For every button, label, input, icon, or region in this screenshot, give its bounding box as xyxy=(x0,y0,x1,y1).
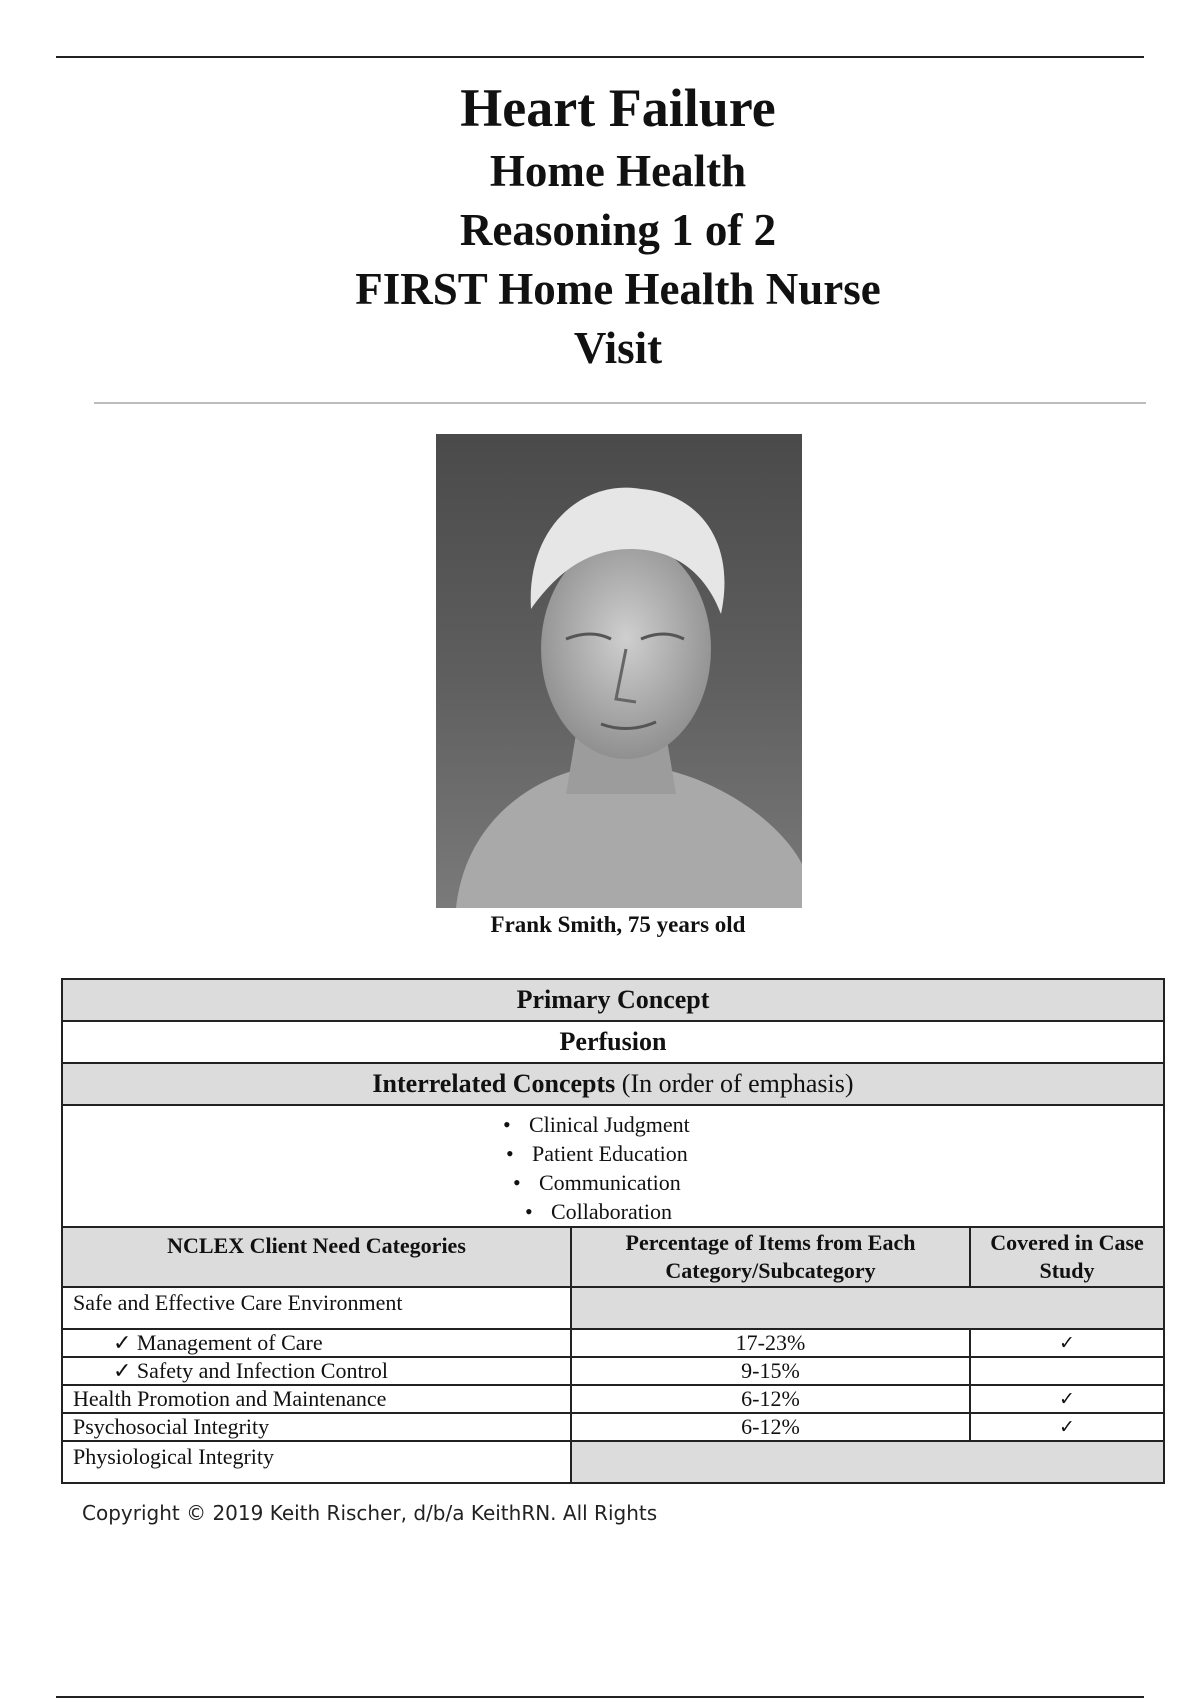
title-line-3: Reasoning 1 of 2 xyxy=(459,205,777,255)
title-line-2: Home Health xyxy=(489,146,747,196)
title-line-5: Visit xyxy=(573,323,663,373)
title-line-1: Heart Failure xyxy=(460,78,776,138)
nclex-percent: 6-12% xyxy=(571,1385,970,1413)
nclex-header-row xyxy=(62,1227,1164,1287)
bullet-glyph: • xyxy=(513,1170,521,1195)
page-title xyxy=(0,74,1200,378)
nclex-col-percentage: Percentage of Items from Each Category/Subcategory xyxy=(571,1227,970,1287)
nclex-col-category: NCLEX Client Need Categories xyxy=(62,1227,571,1287)
primary-concept-label: Primary Concept xyxy=(62,979,1164,1021)
title-rule xyxy=(94,402,1146,404)
top-rule xyxy=(56,56,1144,58)
patient-photo xyxy=(436,434,802,908)
title-line-4: FIRST Home Health Nurse xyxy=(355,264,881,314)
table-row xyxy=(62,1441,1164,1483)
nclex-category: ✓ Safety and Infection Control xyxy=(62,1357,571,1385)
bullet-glyph: • xyxy=(503,1112,511,1137)
nclex-category: Safe and Effective Care Environment xyxy=(62,1287,571,1329)
nclex-percent: 17-23% xyxy=(571,1329,970,1357)
nclex-covered-check: ✓ xyxy=(970,1385,1164,1413)
table-row xyxy=(62,1329,1164,1357)
nclex-covered-check xyxy=(970,1357,1164,1385)
nclex-percent: 6-12% xyxy=(571,1413,970,1441)
nclex-shaded-cell xyxy=(571,1287,1164,1329)
list-item: • Communication xyxy=(513,1170,681,1195)
list-item: • Collaboration xyxy=(525,1199,672,1224)
table-row xyxy=(62,1385,1164,1413)
table-row xyxy=(62,1357,1164,1385)
interrelated-list xyxy=(503,1106,1163,1226)
concept-table xyxy=(61,978,1165,1484)
nclex-covered-check: ✓ xyxy=(970,1329,1164,1357)
interrelated-concepts-header xyxy=(62,1063,1164,1105)
list-item: • Patient Education xyxy=(506,1141,688,1166)
primary-concept-value: Perfusion xyxy=(62,1021,1164,1063)
list-item: • Clinical Judgment xyxy=(503,1112,690,1137)
nclex-covered-check: ✓ xyxy=(970,1413,1164,1441)
interrelated-note: (In order of emphasis) xyxy=(621,1069,854,1098)
nclex-category: Physiological Integrity xyxy=(62,1441,571,1483)
copyright-footer: Copyright © 2019 Keith Rischer, d/b/a KeithRN. All Rights xyxy=(82,1501,658,1525)
nclex-category: Psychosocial Integrity xyxy=(62,1413,571,1441)
photo-caption: Frank Smith, 75 years old xyxy=(490,912,746,937)
nclex-shaded-cell xyxy=(571,1441,1164,1483)
interrelated-label: Interrelated Concepts xyxy=(372,1069,616,1098)
nclex-col-covered: Covered in Case Study xyxy=(970,1227,1164,1287)
nclex-percent: 9-15% xyxy=(571,1357,970,1385)
bullet-glyph: • xyxy=(506,1141,514,1166)
table-row xyxy=(62,1413,1164,1441)
bottom-rule xyxy=(56,1696,1144,1698)
nclex-category: Health Promotion and Maintenance xyxy=(62,1385,571,1413)
interrelated-list-cell xyxy=(62,1105,1164,1227)
bullet-glyph: • xyxy=(525,1199,533,1224)
table-row xyxy=(62,1287,1164,1329)
nclex-category: ✓ Management of Care xyxy=(62,1329,571,1357)
